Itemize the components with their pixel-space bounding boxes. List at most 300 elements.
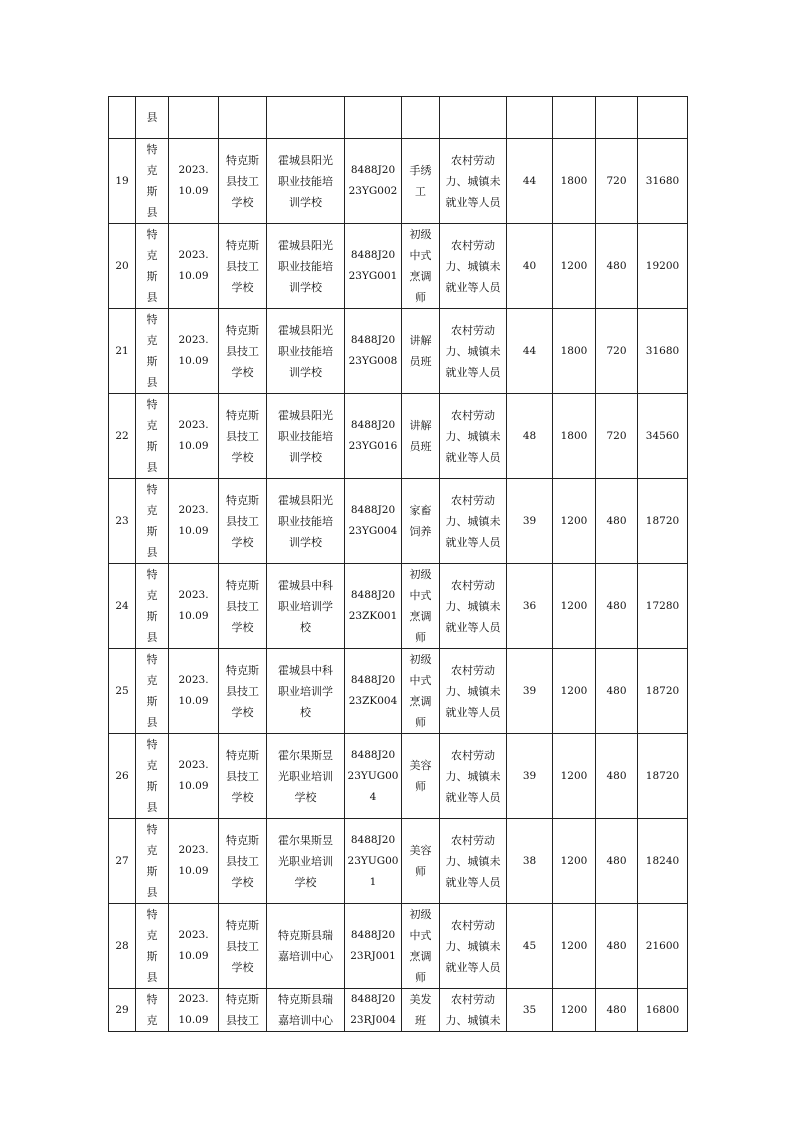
training-school-cell: [267, 649, 345, 734]
cell-line: 县: [146, 801, 158, 814]
cell-line: 10.09: [178, 695, 209, 707]
cell-line: 手绣: [409, 164, 432, 177]
cell-text: 26: [115, 769, 129, 782]
cell-line: 县: [146, 971, 158, 984]
cell-line: 职业培训学: [278, 599, 333, 613]
cell-text: 39: [522, 514, 537, 527]
cell-line: 就业等人员: [445, 280, 501, 294]
table-row: [109, 224, 688, 309]
cell-line: 斯: [146, 950, 158, 963]
row-number-cell: [109, 734, 136, 819]
trainee-count-cell: [507, 309, 553, 394]
cell-line: 学校: [231, 705, 254, 719]
cell-line: 23RJ004: [350, 1014, 396, 1026]
cell-text: 39: [522, 684, 537, 697]
cell-line: 力、城镇未: [445, 854, 501, 868]
cell-line: 10.09: [178, 270, 209, 282]
row-number-cell: [109, 649, 136, 734]
cell-line: 克: [146, 164, 158, 177]
cell-line: 力、城镇未: [445, 939, 501, 953]
organizer-cell: [219, 819, 267, 904]
cell-line: 10.09: [178, 950, 209, 962]
cell-text: 1800: [560, 174, 588, 187]
cell-line: 师: [415, 291, 426, 304]
cell-line: 8488J20: [350, 748, 396, 761]
cell-line: 学校: [231, 960, 254, 974]
date-cell: [169, 649, 219, 734]
standard-cell: [553, 309, 596, 394]
cell-line: 2023.: [178, 844, 209, 856]
cell-line: 斯: [146, 780, 158, 793]
cell-line: 力、城镇未: [445, 599, 501, 613]
cell-line: 就业等人员: [445, 705, 501, 719]
cell-line: 力、城镇未: [445, 344, 501, 358]
trainee-count-cell: [507, 564, 553, 649]
date-cell: [169, 819, 219, 904]
cell-line: 特克斯: [226, 578, 259, 592]
cell-line: 光职业培训: [278, 854, 333, 868]
cell-line: 家畜: [409, 504, 432, 517]
cell-text: 1200: [560, 854, 588, 867]
cell-line: 中式: [409, 589, 432, 602]
cell-line: 10.09: [178, 780, 209, 792]
cell-text: 480: [606, 684, 627, 697]
cell-line: 特克斯: [226, 323, 259, 337]
class-code-cell: [345, 394, 402, 479]
standard-cell: [553, 564, 596, 649]
organizer-cell: [219, 649, 267, 734]
cell-text: 1200: [560, 1003, 588, 1016]
cell-line: 工: [415, 185, 426, 198]
cell-line: 师: [415, 780, 426, 793]
class-code-cell: [345, 904, 402, 989]
course-cell: [402, 734, 440, 819]
cell-line: 斯: [146, 185, 158, 198]
cell-line: 就业等人员: [445, 875, 501, 889]
total-amount-cell: [638, 139, 688, 224]
county-cell: [136, 394, 169, 479]
cell-line: 职业技能培: [278, 344, 333, 358]
cell-line: 克: [146, 419, 158, 432]
class-code-cell: [345, 479, 402, 564]
cell-line: 学校: [231, 790, 254, 804]
cell-line: 师: [415, 716, 426, 729]
total-amount-cell: [638, 904, 688, 989]
county-cell: [136, 564, 169, 649]
cell-line: 霍尔果斯昱: [278, 833, 333, 847]
cell-line: 霍尔果斯昱: [278, 748, 333, 762]
cell-line: 8488J20: [350, 674, 396, 686]
cell-text: 48: [522, 429, 537, 442]
subsidy-cell: [596, 224, 638, 309]
cell-line: 克: [146, 759, 158, 772]
table-row: [109, 97, 688, 139]
cell-text: 480: [606, 259, 627, 272]
cell-line: 克: [146, 249, 158, 262]
total-amount-cell: [638, 97, 688, 139]
cell-line: 特克斯: [226, 918, 259, 932]
training-school-cell: [267, 904, 345, 989]
cell-text: 35: [522, 1003, 537, 1016]
table-row: [109, 989, 688, 1032]
subsidy-cell: [596, 649, 638, 734]
course-cell: [402, 224, 440, 309]
cell-text: 23: [115, 514, 129, 527]
cell-text: 27: [115, 854, 129, 867]
cell-line: 2023.: [178, 993, 209, 1005]
trainee-count-cell: [507, 904, 553, 989]
cell-line: 2023.: [178, 759, 209, 771]
cell-line: 初级: [409, 908, 432, 921]
course-cell: [402, 309, 440, 394]
cell-line: 就业等人员: [445, 620, 501, 634]
trainee-count-cell: [507, 139, 553, 224]
cell-line: 县: [146, 461, 158, 474]
training-school-cell: [267, 97, 345, 139]
target-group-cell: [440, 734, 507, 819]
cell-line: 农村劳动: [451, 238, 495, 252]
cell-line: 训学校: [289, 195, 322, 209]
organizer-cell: [219, 224, 267, 309]
cell-line: 师: [415, 865, 426, 878]
cell-line: 霍城县阳光: [278, 153, 333, 167]
cell-line: 8488J20: [350, 164, 396, 176]
cell-line: 烹调: [409, 610, 432, 623]
table-row: [109, 479, 688, 564]
cell-line: 县: [146, 111, 158, 124]
table-row: [109, 649, 688, 734]
cell-text: 1200: [560, 599, 588, 612]
cell-text: 1200: [560, 514, 588, 527]
cell-line: 嘉培训中心: [278, 950, 333, 963]
cell-line: 训学校: [289, 365, 322, 379]
cell-line: 县技工: [226, 514, 259, 528]
cell-line: 力、城镇未: [445, 174, 501, 188]
cell-line: 霍城县中科: [278, 663, 333, 677]
cell-line: 就业等人员: [445, 960, 501, 974]
cell-line: 学校: [294, 790, 317, 804]
cell-text: 44: [522, 174, 537, 187]
cell-line: 特克斯县瑞: [278, 993, 333, 1006]
cell-line: 县: [146, 716, 158, 729]
organizer-cell: [219, 904, 267, 989]
cell-line: 员班: [409, 440, 432, 453]
cell-text: 28: [115, 939, 129, 952]
cell-line: 就业等人员: [445, 450, 501, 464]
cell-line: 特克斯: [226, 153, 259, 167]
standard-cell: [553, 224, 596, 309]
cell-line: 农村劳动: [451, 493, 495, 507]
cell-text: 16800: [645, 1003, 680, 1016]
course-cell: [402, 564, 440, 649]
cell-text: 45: [522, 939, 537, 952]
target-group-cell: [440, 97, 507, 139]
course-cell: [402, 904, 440, 989]
subsidy-cell: [596, 309, 638, 394]
cell-line: 农村劳动: [451, 663, 495, 677]
cell-line: 特: [146, 993, 158, 1006]
cell-line: 特克斯县瑞: [278, 929, 333, 942]
course-cell: [402, 139, 440, 224]
cell-line: 23YUG00: [347, 854, 399, 867]
table-row: [109, 309, 688, 394]
cell-line: 10.09: [178, 185, 209, 197]
cell-line: 初级: [409, 228, 432, 241]
course-cell: [402, 479, 440, 564]
cell-text: 29: [115, 1003, 129, 1016]
cell-line: 农村劳动: [451, 408, 495, 422]
trainee-count-cell: [507, 394, 553, 479]
date-cell: [169, 734, 219, 819]
cell-line: 霍城县阳光: [278, 493, 333, 507]
cell-line: 克: [146, 334, 158, 347]
cell-line: 学校: [231, 535, 254, 549]
training-school-cell: [267, 734, 345, 819]
cell-line: 斯: [146, 695, 158, 708]
cell-line: 职业培训学: [278, 684, 333, 698]
cell-line: 10.09: [178, 355, 209, 367]
cell-line: 美容: [409, 844, 432, 857]
county-cell: [136, 904, 169, 989]
subsidy-cell: [596, 734, 638, 819]
cell-text: 1200: [560, 684, 588, 697]
cell-line: 学校: [231, 875, 254, 889]
cell-line: 就业等人员: [445, 365, 501, 379]
standard-cell: [553, 479, 596, 564]
cell-text: 1200: [560, 259, 588, 272]
cell-line: 23RJ001: [350, 950, 396, 962]
cell-line: 1: [369, 875, 377, 888]
row-number-cell: [109, 989, 136, 1032]
cell-line: 23YG002: [348, 185, 398, 197]
class-code-cell: [345, 224, 402, 309]
cell-line: 县技工: [226, 939, 259, 953]
cell-line: 克: [146, 844, 158, 857]
cell-line: 克: [146, 1014, 158, 1027]
cell-line: 特: [146, 568, 158, 581]
cell-line: 讲解: [409, 334, 432, 347]
cell-text: 480: [606, 939, 627, 952]
cell-line: 师: [415, 971, 426, 984]
training-school-cell: [267, 224, 345, 309]
training-school-cell: [267, 479, 345, 564]
total-amount-cell: [638, 479, 688, 564]
row-number-cell: [109, 394, 136, 479]
subsidy-cell: [596, 819, 638, 904]
cell-line: 县技工: [226, 259, 259, 273]
cell-line: 23YG008: [348, 355, 398, 367]
cell-text: 40: [522, 259, 537, 272]
course-cell: [402, 649, 440, 734]
cell-text: 480: [606, 854, 627, 867]
target-group-cell: [440, 139, 507, 224]
cell-text: 44: [522, 344, 537, 357]
cell-line: 克: [146, 504, 158, 517]
cell-line: 23YG016: [348, 440, 398, 452]
class-code-cell: [345, 819, 402, 904]
cell-line: 县: [146, 631, 158, 644]
cell-line: 饲养: [409, 525, 432, 538]
cell-line: 2023.: [178, 164, 209, 176]
cell-line: 力、城镇未: [445, 684, 501, 698]
trainee-count-cell: [507, 479, 553, 564]
cell-line: 农村劳动: [451, 993, 495, 1006]
subsidy-cell: [596, 139, 638, 224]
cell-line: 斯: [146, 525, 158, 538]
course-cell: [402, 394, 440, 479]
cell-line: 霍城县阳光: [278, 323, 333, 337]
cell-line: 县技工: [226, 174, 259, 188]
target-group-cell: [440, 649, 507, 734]
cell-text: 18240: [645, 854, 680, 867]
cell-text: 34560: [645, 429, 680, 442]
cell-text: 480: [606, 769, 627, 782]
date-cell: [169, 224, 219, 309]
cell-line: 8488J20: [350, 929, 396, 941]
cell-text: 18720: [645, 684, 680, 697]
cell-line: 县: [146, 291, 158, 304]
cell-line: 农村劳动: [451, 918, 495, 932]
cell-line: 8488J20: [350, 833, 396, 846]
cell-line: 8488J20: [350, 993, 396, 1005]
organizer-cell: [219, 564, 267, 649]
cell-line: 县技工: [226, 769, 259, 783]
cell-line: 8488J20: [350, 249, 396, 261]
cell-line: 学校: [231, 450, 254, 464]
cell-text: 21600: [645, 939, 680, 952]
trainee-count-cell: [507, 97, 553, 139]
cell-line: 特克斯: [226, 493, 259, 507]
standard-cell: [553, 139, 596, 224]
cell-line: 美容: [409, 759, 432, 772]
cell-line: 职业技能培: [278, 259, 333, 273]
row-number-cell: [109, 479, 136, 564]
cell-line: 烹调: [409, 695, 432, 708]
cell-line: 职业技能培: [278, 174, 333, 188]
cell-line: 讲解: [409, 419, 432, 432]
cell-text: 720: [606, 174, 627, 187]
cell-line: 农村劳动: [451, 578, 495, 592]
subsidy-cell: [596, 904, 638, 989]
trainee-count-cell: [507, 734, 553, 819]
cell-line: 训学校: [289, 280, 322, 294]
cell-text: 1200: [560, 939, 588, 952]
county-cell: [136, 989, 169, 1032]
row-number-cell: [109, 139, 136, 224]
cell-line: 校: [300, 620, 311, 634]
standard-cell: [553, 394, 596, 479]
cell-text: 31680: [645, 174, 680, 187]
cell-text: 31680: [645, 344, 680, 357]
cell-text: 22: [115, 429, 129, 442]
table-row: [109, 564, 688, 649]
cell-line: 嘉培训中心: [278, 1014, 333, 1027]
target-group-cell: [440, 904, 507, 989]
cell-text: 24: [115, 599, 129, 612]
date-cell: [169, 139, 219, 224]
training-school-cell: [267, 819, 345, 904]
organizer-cell: [219, 97, 267, 139]
standard-cell: [553, 734, 596, 819]
trainee-count-cell: [507, 649, 553, 734]
cell-line: 克: [146, 589, 158, 602]
training-table: [108, 96, 688, 1032]
cell-line: 学校: [231, 280, 254, 294]
cell-line: 10.09: [178, 610, 209, 622]
subsidy-cell: [596, 394, 638, 479]
cell-text: 38: [522, 854, 537, 867]
cell-line: 县技工: [226, 344, 259, 358]
organizer-cell: [219, 989, 267, 1032]
cell-line: 特克斯: [226, 833, 259, 847]
county-cell: [136, 819, 169, 904]
county-cell: [136, 97, 169, 139]
cell-line: 特: [146, 398, 158, 411]
cell-line: 中式: [409, 929, 432, 942]
county-cell: [136, 309, 169, 394]
cell-line: 特克斯: [226, 993, 259, 1006]
cell-line: 学校: [231, 620, 254, 634]
cell-line: 县: [146, 546, 158, 559]
cell-line: 农村劳动: [451, 323, 495, 337]
standard-cell: [553, 819, 596, 904]
row-number-cell: [109, 97, 136, 139]
total-amount-cell: [638, 224, 688, 309]
cell-line: 克: [146, 929, 158, 942]
cell-line: 23YG001: [348, 270, 398, 282]
cell-line: 特: [146, 313, 158, 326]
target-group-cell: [440, 989, 507, 1032]
cell-line: 特克斯: [226, 408, 259, 422]
cell-line: 特: [146, 908, 158, 921]
class-code-cell: [345, 989, 402, 1032]
standard-cell: [553, 989, 596, 1032]
county-cell: [136, 734, 169, 819]
organizer-cell: [219, 394, 267, 479]
date-cell: [169, 904, 219, 989]
training-school-cell: [267, 394, 345, 479]
table-row: [109, 819, 688, 904]
cell-line: 力、城镇未: [445, 1014, 501, 1027]
total-amount-cell: [638, 819, 688, 904]
cell-line: 23ZK001: [348, 610, 398, 622]
cell-line: 特: [146, 823, 158, 836]
target-group-cell: [440, 394, 507, 479]
subsidy-cell: [596, 564, 638, 649]
cell-line: 县技工: [226, 599, 259, 613]
trainee-count-cell: [507, 819, 553, 904]
cell-line: 特克斯: [226, 238, 259, 252]
cell-line: 县技工: [226, 429, 259, 443]
cell-line: 特: [146, 738, 158, 751]
training-school-cell: [267, 989, 345, 1032]
training-school-cell: [267, 309, 345, 394]
organizer-cell: [219, 139, 267, 224]
cell-text: 36: [522, 599, 537, 612]
cell-line: 特: [146, 653, 158, 666]
cell-line: 10.09: [178, 865, 209, 877]
cell-line: 特: [146, 483, 158, 496]
total-amount-cell: [638, 564, 688, 649]
date-cell: [169, 564, 219, 649]
row-number-cell: [109, 309, 136, 394]
cell-line: 斯: [146, 865, 158, 878]
class-code-cell: [345, 649, 402, 734]
cell-line: 中式: [409, 674, 432, 687]
cell-line: 校: [300, 705, 311, 719]
standard-cell: [553, 97, 596, 139]
cell-line: 初级: [409, 653, 432, 666]
